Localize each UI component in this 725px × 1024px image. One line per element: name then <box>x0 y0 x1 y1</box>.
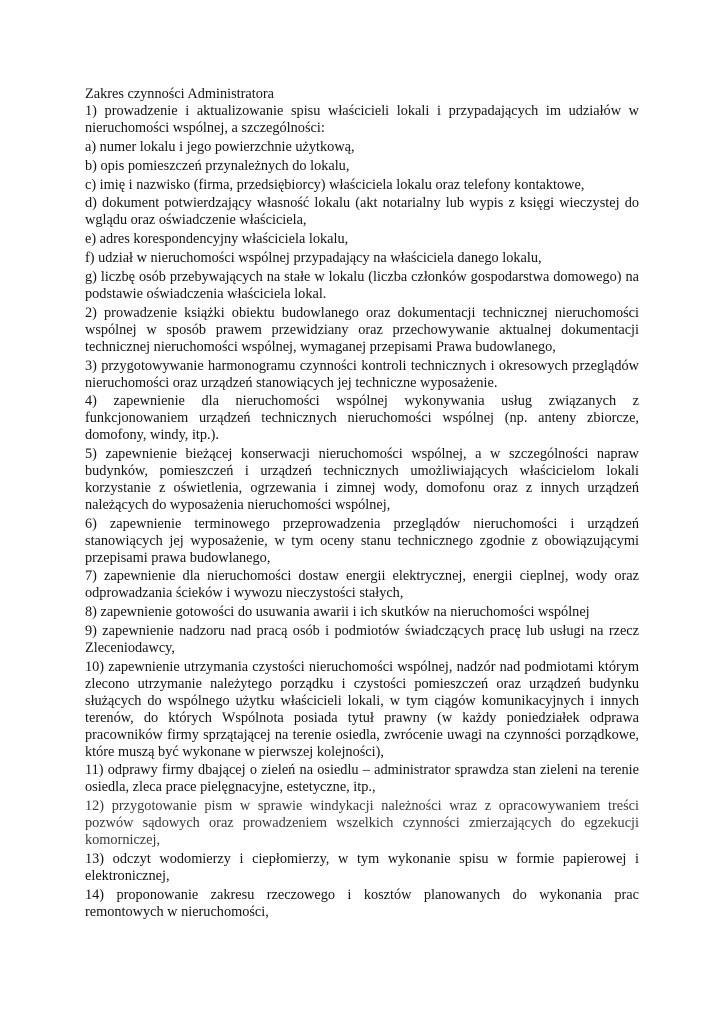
paragraph-1c: c) imię i nazwisko (firma, przedsiębiorcy) właściciela lokalu oraz telefony kontaktowe, <box>85 176 585 193</box>
paragraph-5: 5) zapewnienie bieżącej konserwacji nieruchomości wspólnej, a w szczególności napraw budynków, pomieszczeń i urządzeń technicznych umożliwiających właścicielom lokali korzystanie z oświetlenia, ogrzewania i zimnej wody, domofonu oraz z innych urządzeń należących do wyposażenia nieruchomości wspólnej, <box>85 446 639 513</box>
paragraph-1: 1) prowadzenie i aktualizowanie spisu właścicieli lokali i przypadających im udziałów w nieruchomości wspólnej, a szczególności: <box>85 102 639 136</box>
paragraph-9: 9) zapewnienie nadzoru nad pracą osób i podmiotów świadczących pracę lub usługi na rzecz Zleceniodawcy, <box>85 623 639 657</box>
document-title: Zakres czynności Administratora <box>85 86 274 102</box>
paragraph-2: 2) prowadzenie książki obiektu budowlanego oraz dokumentacji technicznej nieruchomości wspólnej w sposób prawem przewidziany oraz przechowywanie aktualnej dokumentacji technicznej nieruchomości wspólnej, wymaganej przepisami Prawa budowlanego, <box>85 304 639 355</box>
paragraph-1b: b) opis pomieszczeń przynależnych do lokalu, <box>85 157 350 174</box>
paragraph-1g: g) liczbę osób przebywających na stałe w lokalu (liczba członków gospodarstwa domowego) na podstawie oświadczenia właściciela lokal. <box>85 269 639 302</box>
paragraph-14: 14) proponowanie zakresu rzeczowego i kosztów planowanych do wykonania prac remontowych w nieruchomości, <box>85 886 639 920</box>
paragraph-10: 10) zapewnienie utrzymania czystości nieruchomości wspólnej, nadzór nad podmiotami którym zlecono utrzymanie należytego porządku i czystości pomieszczeń oraz urządzeń budynku służących do wspólnego użytku właścicieli lokali, w tym ciągów komunikacyjnych i innych terenów, do których Wspólnota posiada tytuł prawny (w każdy poniedziałek odprawa pracowników firmy sprzątającej na terenie osiedla, zwrócenie uwagi na czynności porządkowe, które muszą być wykonane w pierwszej kolejności), <box>85 659 639 760</box>
paragraph-12: 12) przygotowanie pism w sprawie windykacji należności wraz z opracowywaniem treści pozwów sądowych oraz prowadzeniem wszelkich czynności zmierzających do egzekucji komorniczej, <box>85 798 639 849</box>
paragraph-1f: f) udział w nieruchomości wspólnej przypadający na właściciela danego lokalu, <box>85 250 542 267</box>
paragraph-7: 7) zapewnienie dla nieruchomości dostaw energii elektrycznej, energii cieplnej, wody oraz odprowadzania ścieków i wywozu nieczystości stałych, <box>85 568 639 602</box>
paragraph-1e: e) adres korespondencyjny właściciela lokalu, <box>85 231 349 248</box>
paragraph-3: 3) przygotowywanie harmonogramu czynności kontroli technicznych i okresowych przeglądów nieruchomości oraz urządzeń stanowiących jej techniczne wyposażenie. <box>85 357 639 391</box>
paragraph-1a: a) numer lokalu i jego powierzchnie użytkową, <box>85 138 355 155</box>
paragraph-11: 11) odprawy firmy dbającej o zieleń na osiedlu – administrator sprawdza stan zieleni na terenie osiedla, zleca prace pielęgnacyjne, estetyczne, itp., <box>85 762 639 796</box>
paragraph-1d: d) dokument potwierdzający własność lokalu (akt notarialny lub wypis z księgi wieczystej do wglądu oraz oświadczenie właściciela, <box>85 195 639 229</box>
paragraph-6: 6) zapewnienie terminowego przeprowadzenia przeglądów nieruchomości i urządzeń stanowiących jej wyposażenie, w tym oceny stanu technicznego zgodnie z obowiązującymi przepisami prawa budowlanego, <box>85 515 639 566</box>
paragraph-13: 13) odczyt wodomierzy i ciepłomierzy, w tym wykonanie spisu w formie papierowej i elektronicznej, <box>85 850 639 884</box>
paragraph-8: 8) zapewnienie gotowości do usuwania awarii i ich skutków na nieruchomości wspólnej <box>85 604 590 621</box>
paragraph-4: 4) zapewnienie dla nieruchomości wspólnej wykonywania usług związanych z funkcjonowaniem urządzeń technicznych nieruchomości wspólnej (np. anteny zbiorcze, domofony, windy, itp.). <box>85 393 639 444</box>
document-page <box>85 86 639 923</box>
